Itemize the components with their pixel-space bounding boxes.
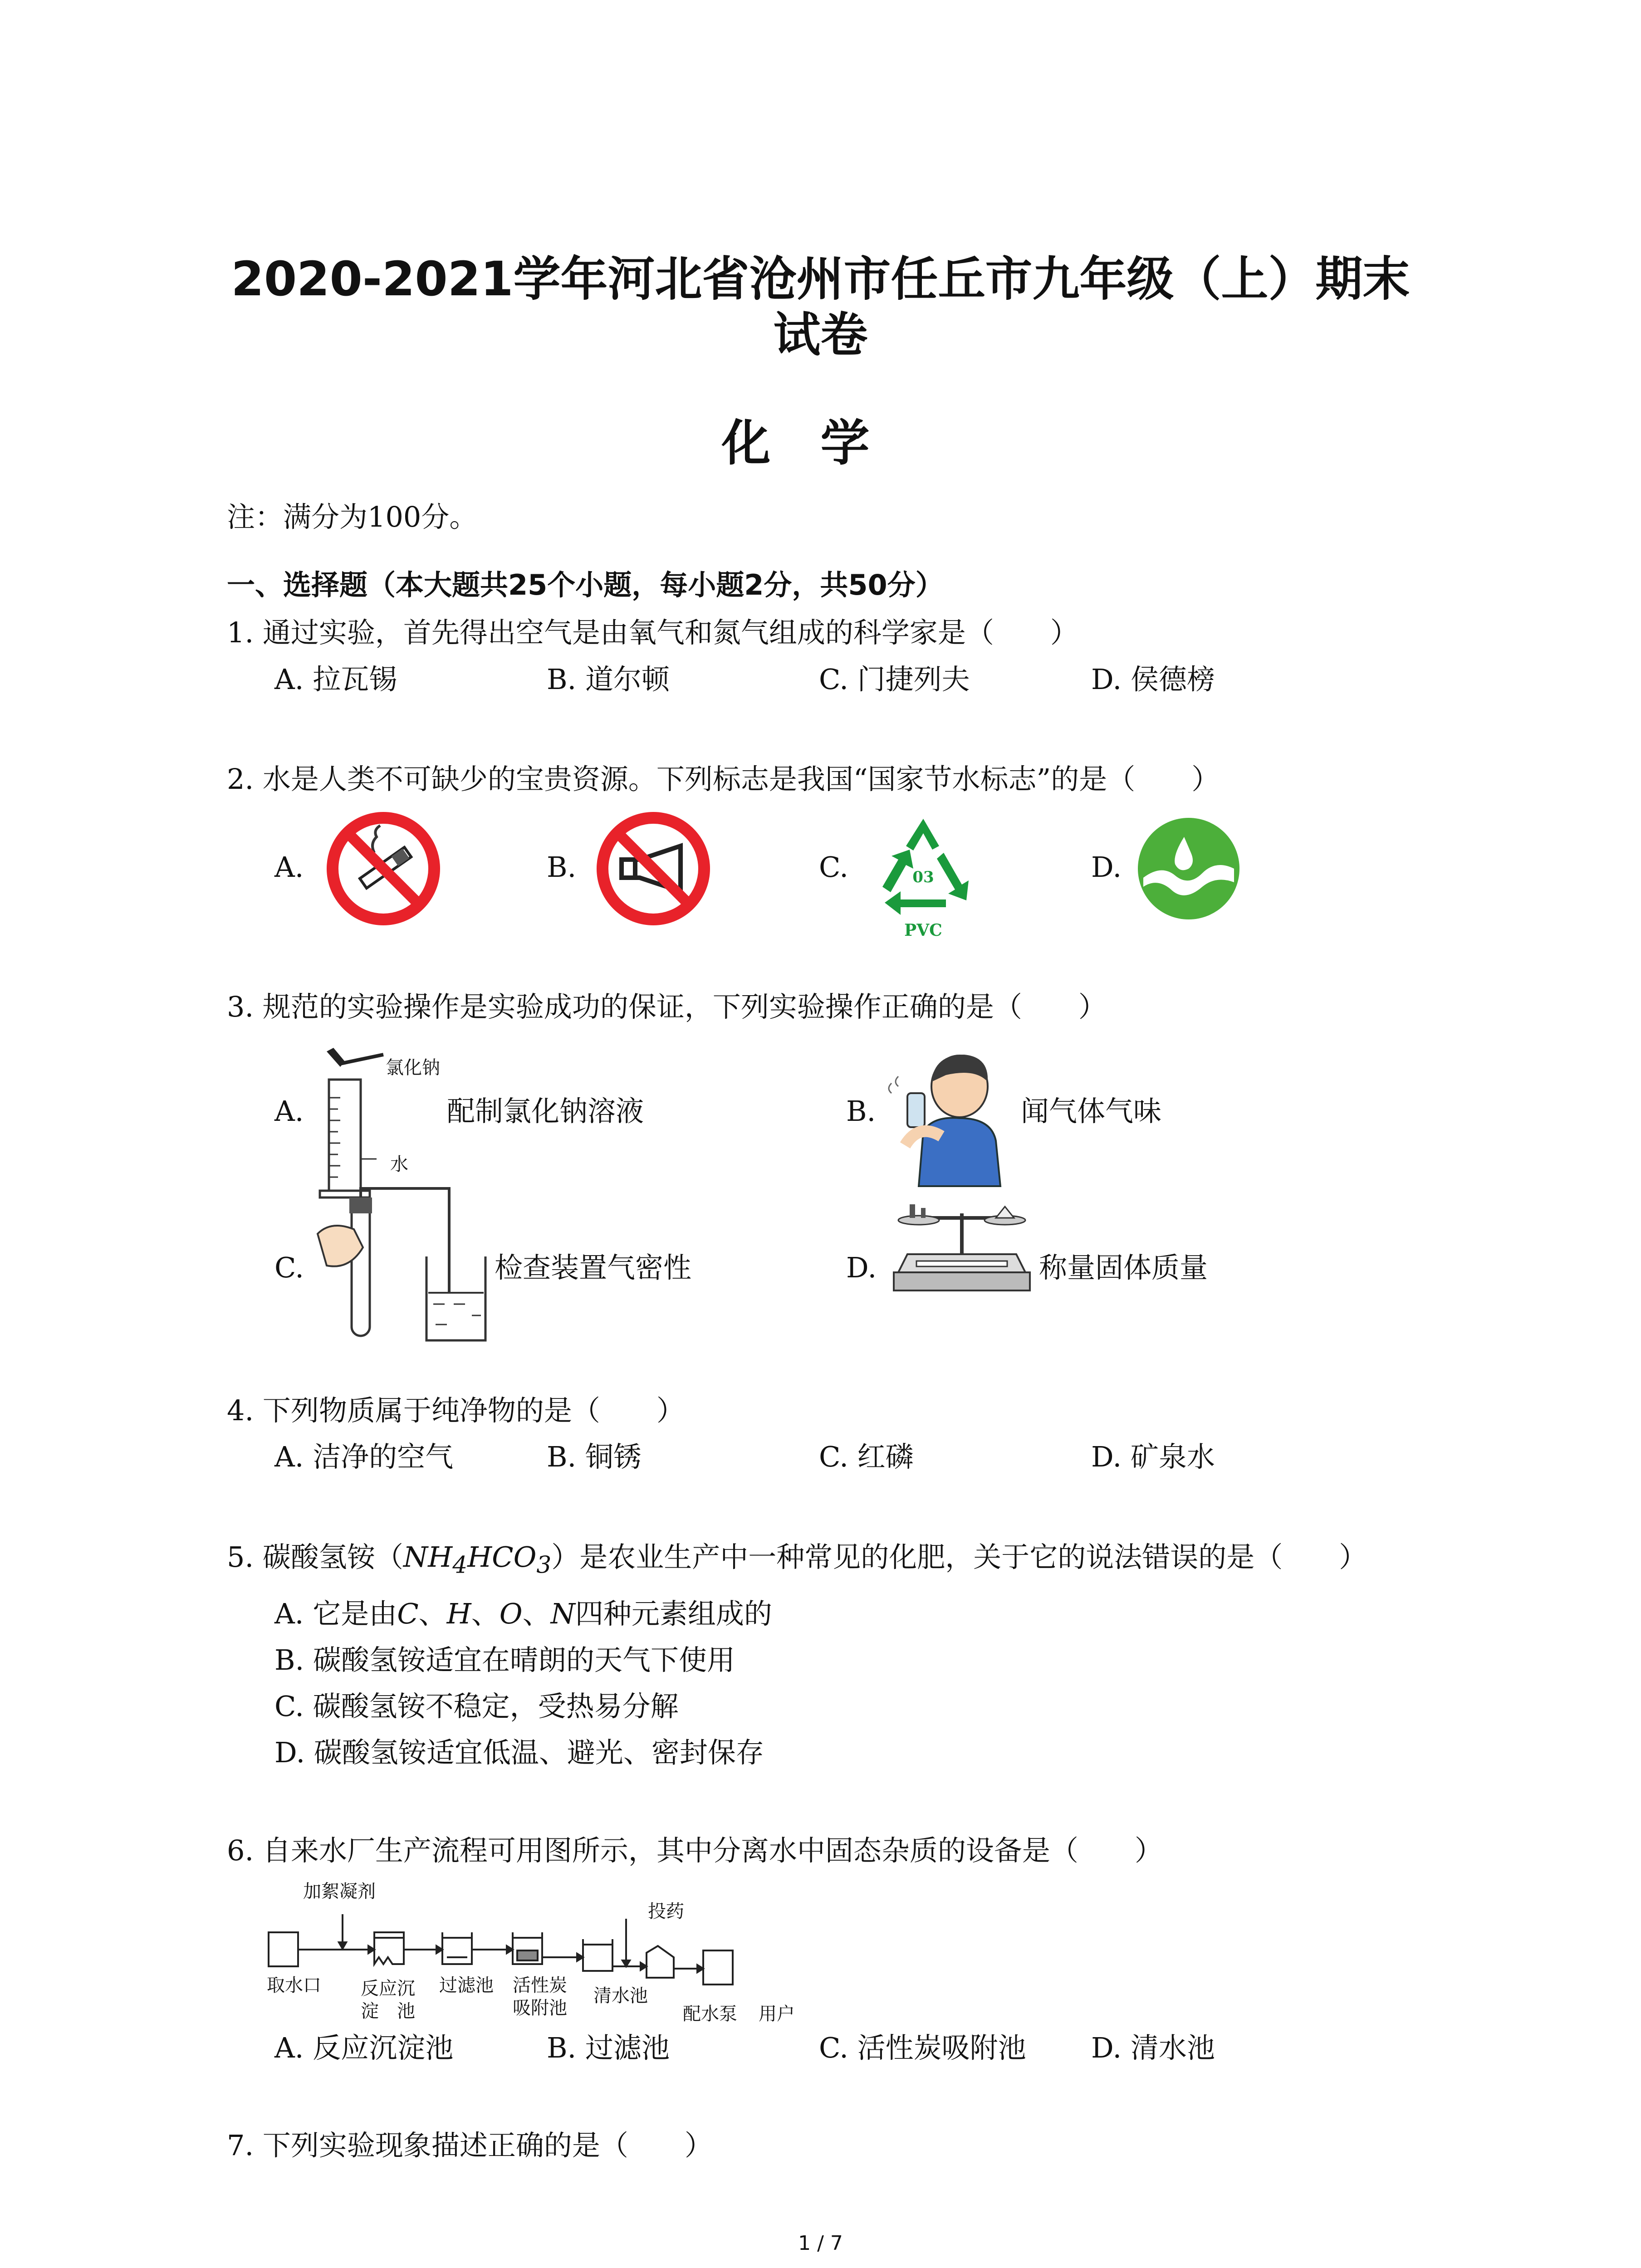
q1-option-b: B. 道尔顿 bbox=[547, 663, 670, 696]
question-2-stem: 2. 水是人类不可缺少的宝贵资源。下列标志是我国“国家节水标志”的是（ ） bbox=[227, 763, 1220, 796]
q2-option-b: B. bbox=[547, 850, 577, 884]
q2-option-a: A. bbox=[274, 850, 304, 884]
q1-option-d: D. 侯德榜 bbox=[1091, 663, 1215, 696]
q3-option-b-letter: B. bbox=[846, 1095, 876, 1128]
section-heading: 一、选择题（本大题共25个小题，每小题2分，共50分） bbox=[227, 568, 944, 601]
pump-box bbox=[647, 1946, 674, 1978]
smelling-gas-boy-icon bbox=[892, 1050, 1014, 1186]
q6-option-b: B. 过滤池 bbox=[547, 2031, 670, 2064]
q1-option-c: C. 门捷列夫 bbox=[819, 663, 970, 696]
q3-option-d-caption: 称量固体质量 bbox=[1039, 1251, 1208, 1284]
recycle-sign-icon bbox=[864, 810, 982, 941]
q5-option-a-pre: A. 它是由 bbox=[274, 1597, 397, 1630]
no-smoking-sign-icon bbox=[324, 810, 442, 928]
element-h: H bbox=[446, 1597, 471, 1630]
q5-stem-prefix: 5. 碳酸氢铵（ bbox=[227, 1540, 403, 1574]
intake-box bbox=[269, 1932, 298, 1966]
flow-label-coagulant: 加絮凝剂 bbox=[303, 1881, 376, 1902]
q3-option-b-caption: 闻气体气味 bbox=[1021, 1095, 1162, 1128]
q5-stem-suffix: ）是农业生产中一种常见的化肥，关于它的说法错误的是（ ） bbox=[551, 1540, 1367, 1574]
q4-option-b: B. 铜锈 bbox=[547, 1440, 642, 1473]
score-note: 注：满分为100分。 bbox=[227, 500, 478, 533]
q3-option-a-caption: 配制氯化钠溶液 bbox=[447, 1095, 644, 1128]
water-saving-sign-icon bbox=[1134, 814, 1243, 923]
q3-option-c-letter: C. bbox=[274, 1251, 304, 1284]
q4-option-d: D. 矿泉水 bbox=[1091, 1440, 1215, 1473]
flow-label-intake: 取水口 bbox=[267, 1975, 321, 1996]
label-water: 水 bbox=[390, 1154, 408, 1175]
q5-option-b: B. 碳酸氢铵适宜在晴朗的天气下使用 bbox=[274, 1643, 735, 1677]
q5-option-c: C. 碳酸氢铵不稳定，受热易分解 bbox=[274, 1690, 679, 1723]
flow-label-filter: 过滤池 bbox=[439, 1975, 494, 1996]
formula-part-a: NH bbox=[403, 1540, 453, 1574]
flow-label-dosing: 投药 bbox=[648, 1901, 684, 1922]
balance-scale-icon bbox=[889, 1200, 1034, 1300]
airtightness-check-apparatus-icon bbox=[313, 1179, 504, 1352]
user-box bbox=[703, 1950, 733, 1984]
flow-label-reaction-1: 反应沉 bbox=[361, 1978, 415, 1999]
q3-option-c-caption: 检查装置气密性 bbox=[495, 1251, 692, 1284]
formula-sub-a: 4 bbox=[452, 1551, 468, 1579]
q4-option-c: C. 红磷 bbox=[819, 1440, 914, 1473]
question-5-stem bbox=[227, 1539, 1367, 1583]
q5-option-a bbox=[274, 1596, 772, 1632]
question-6-stem: 6. 自来水厂生产流程可用图所示，其中分离水中固态杂质的设备是（ ） bbox=[227, 1834, 1163, 1867]
separator: 、 bbox=[418, 1597, 447, 1630]
formula-part-b: HCO bbox=[467, 1540, 537, 1574]
label-sodium-chloride: 氯化钠 bbox=[386, 1057, 440, 1078]
q6-option-a: A. 反应沉淀池 bbox=[274, 2031, 454, 2064]
q2-option-c: C. bbox=[819, 850, 848, 884]
flow-label-pump: 配水泵 bbox=[683, 2004, 737, 2024]
q2-option-d: D. bbox=[1091, 850, 1122, 884]
formula-sub-b: 3 bbox=[536, 1551, 552, 1579]
q1-option-a: A. 拉瓦锡 bbox=[274, 663, 397, 696]
q5-option-d: D. 碳酸氢铵适宜低温、避光、密封保存 bbox=[274, 1736, 764, 1769]
recycle-number: 03 bbox=[912, 868, 934, 886]
subject-title: 化学 bbox=[721, 415, 920, 472]
flow-label-user: 用户 bbox=[759, 2004, 795, 2024]
q6-option-d: D. 清水池 bbox=[1091, 2031, 1215, 2064]
q3-option-d-letter: D. bbox=[846, 1251, 877, 1284]
question-4-stem: 4. 下列物质属于纯净物的是（ ） bbox=[227, 1394, 685, 1427]
question-3-stem: 3. 规范的实验操作是实验成功的保证，下列实验操作正确的是（ ） bbox=[227, 990, 1107, 1023]
page-title-line2: 试卷 bbox=[773, 307, 868, 362]
question-1-stem: 1. 通过实验，首先得出空气是由氧气和氮气组成的科学家是（ ） bbox=[227, 616, 1078, 649]
recycle-label: PVC bbox=[904, 921, 942, 940]
question-7-stem: 7. 下列实验现象描述正确的是（ ） bbox=[227, 2129, 713, 2162]
flow-label-carbon-2: 吸附池 bbox=[513, 1998, 567, 2019]
element-c: C bbox=[397, 1597, 419, 1630]
q5-option-a-post: 四种元素组成的 bbox=[575, 1597, 772, 1630]
separator: 、 bbox=[471, 1597, 500, 1630]
separator: 、 bbox=[522, 1597, 551, 1630]
q3-option-a-letter: A. bbox=[274, 1095, 304, 1128]
flow-label-clear: 清水池 bbox=[593, 1985, 648, 2006]
q6-option-c: C. 活性炭吸附池 bbox=[819, 2031, 1026, 2064]
element-n: N bbox=[550, 1597, 575, 1630]
element-o: O bbox=[499, 1597, 523, 1630]
q4-option-a: A. 洁净的空气 bbox=[274, 1440, 454, 1473]
flow-label-reaction-2: 淀 池 bbox=[361, 2001, 415, 2022]
page-title-line1: 2020-2021学年河北省沧州市任丘市九年级（上）期末 bbox=[231, 251, 1410, 307]
no-honking-sign-icon bbox=[594, 810, 712, 928]
page-number: 1 / 7 bbox=[798, 2232, 843, 2255]
flow-label-carbon-1: 活性炭 bbox=[513, 1975, 567, 1996]
